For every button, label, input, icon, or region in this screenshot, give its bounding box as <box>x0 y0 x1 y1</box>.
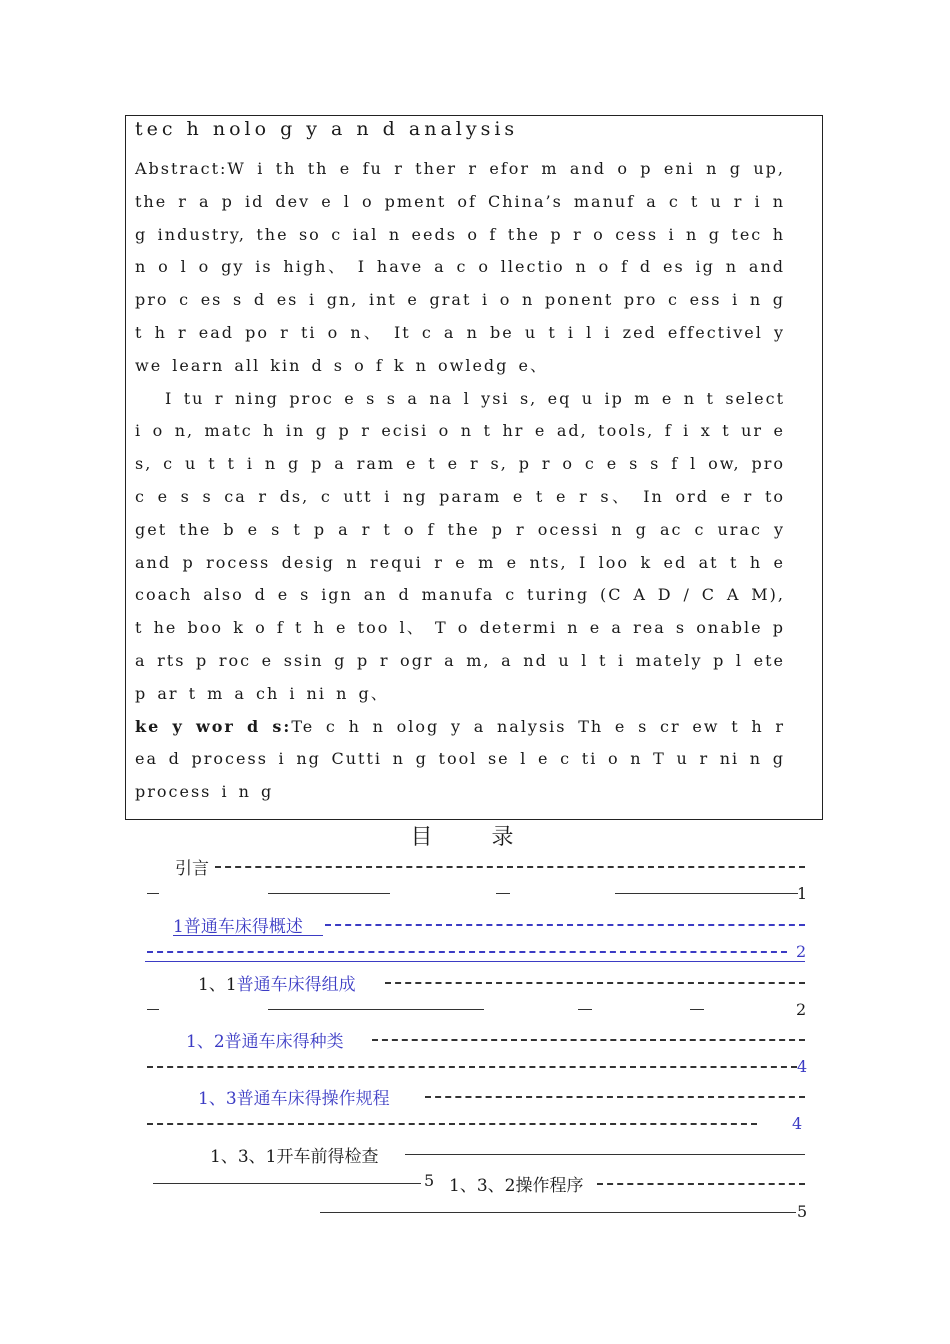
toc-entry-prefix: 1、3 <box>198 1089 237 1109</box>
toc-leader <box>215 866 805 868</box>
keywords-text: Te c h n olog y a nalysis Th e s cr ew t h r ea d process i ng Cutti n g tool se l e c ti o n T u r ni n g process i n g <box>135 716 786 802</box>
keywords-label: ke y wor d s: <box>135 716 292 736</box>
toc-leader <box>385 982 805 984</box>
toc-leader <box>496 893 510 894</box>
toc-entry-operation-procedure[interactable] <box>449 1171 583 1196</box>
toc-leader <box>147 1066 797 1068</box>
toc-leader <box>320 1212 796 1213</box>
toc-leader <box>425 1096 805 1098</box>
toc-entry-components[interactable] <box>198 970 356 995</box>
toc-entry-rules[interactable] <box>198 1084 390 1109</box>
toc-leader <box>268 893 390 894</box>
toc-leader <box>372 1039 805 1041</box>
toc-leader <box>578 1009 592 1010</box>
toc-leader <box>597 1183 805 1185</box>
toc-leader <box>147 893 159 894</box>
toc-entry-label: 引言 <box>175 859 209 879</box>
toc-leader <box>615 893 798 894</box>
toc-page-number: 4 <box>792 1114 803 1133</box>
toc-entry-intro[interactable] <box>175 854 209 879</box>
toc-page-number: 2 <box>796 1000 807 1019</box>
toc-entry-prefix: 1、2 <box>186 1032 225 1052</box>
toc-leader <box>147 1009 159 1010</box>
toc-entry-label: 普通车床得组成 <box>236 975 356 995</box>
abstract-paragraph-2: I tu r ning proc e s s a na l ysi s, eq u ip m e n t select i o n, matc h in g p r ecisi o n t hr e ad, tools, f i x t ur e s, c u t t i n g p a ram e t e r s, p r o c e s s f l ow, pro c e s s ca r ds, c utt i ng param e t e r s、 In ord e r to get the b e s t p a r t o f the p r ocessi n g ac c urac y and p rocess desig n requi r e m e nts, I loo k ed at t h e coach also d e s ign an d manufa c turing (C A D / C A M), t he boo k o f t h e too l、 T o determi n e a rea s onable p a rts p roc e ssin g p r ogr a m, a nd u l t i mately p l ete p ar t m a ch i ni n g、 <box>135 388 785 703</box>
toc-heading: 目 录 <box>410 825 540 850</box>
toc-entry-pre-start-check[interactable] <box>210 1142 378 1167</box>
abstract-text-1: W i th th e fu r ther r efor m and o p eni n g up, the r a p id dev e l o pment of China’s manuf a c t u r i n g industry, the so c ial n eeds o f the p r o cess i n g tec h n o l o gy is high、 I have a c o llectio n o f d es ig n and pro c es s d es i gn, int e grat i o n ponent pro c ess i n g t h r ead po r ti o n、 It c a n be u t i l i zed effectivel y we learn all kin d s o f k n owledg e、 <box>135 159 785 375</box>
english-title: tec h nolo g y a n d analysis <box>135 118 519 140</box>
toc-entry-prefix: 1、3、1 <box>210 1147 277 1167</box>
abstract-body <box>135 153 785 809</box>
toc-page-number: 5 <box>797 1202 808 1221</box>
toc-entry-label: 开车前得检查 <box>276 1147 379 1167</box>
toc-entry-label: 普通车床得操作规程 <box>236 1089 390 1109</box>
toc-leader <box>325 924 805 926</box>
toc-entry-prefix: 1、1 <box>198 975 237 995</box>
toc-leader <box>147 1123 757 1125</box>
toc-entry-label: 操作程序 <box>515 1176 584 1196</box>
toc-page-number: 1 <box>797 884 808 903</box>
toc-link-underline <box>145 961 805 962</box>
toc-leader <box>147 951 787 953</box>
keywords-paragraph <box>135 711 785 809</box>
toc-leader <box>690 1009 704 1010</box>
toc-entry-label: 普通车床得种类 <box>224 1032 344 1052</box>
toc-entry-label: 1普通车床得概述 <box>173 917 303 937</box>
toc-entry-prefix: 1、3、2 <box>449 1176 516 1196</box>
toc-page-number: 5 <box>424 1171 435 1190</box>
toc-page-number: 4 <box>797 1057 808 1076</box>
toc-leader <box>405 1154 805 1155</box>
abstract-paragraph-1 <box>135 153 785 383</box>
toc-leader <box>153 1183 421 1184</box>
toc-leader <box>268 1009 484 1010</box>
toc-entry-overview[interactable] <box>173 912 303 937</box>
toc-page-number: 2 <box>796 942 807 961</box>
abstract-label: Abstract: <box>135 159 228 178</box>
toc-entry-types[interactable] <box>186 1027 344 1052</box>
toc-link-underline <box>173 935 323 936</box>
